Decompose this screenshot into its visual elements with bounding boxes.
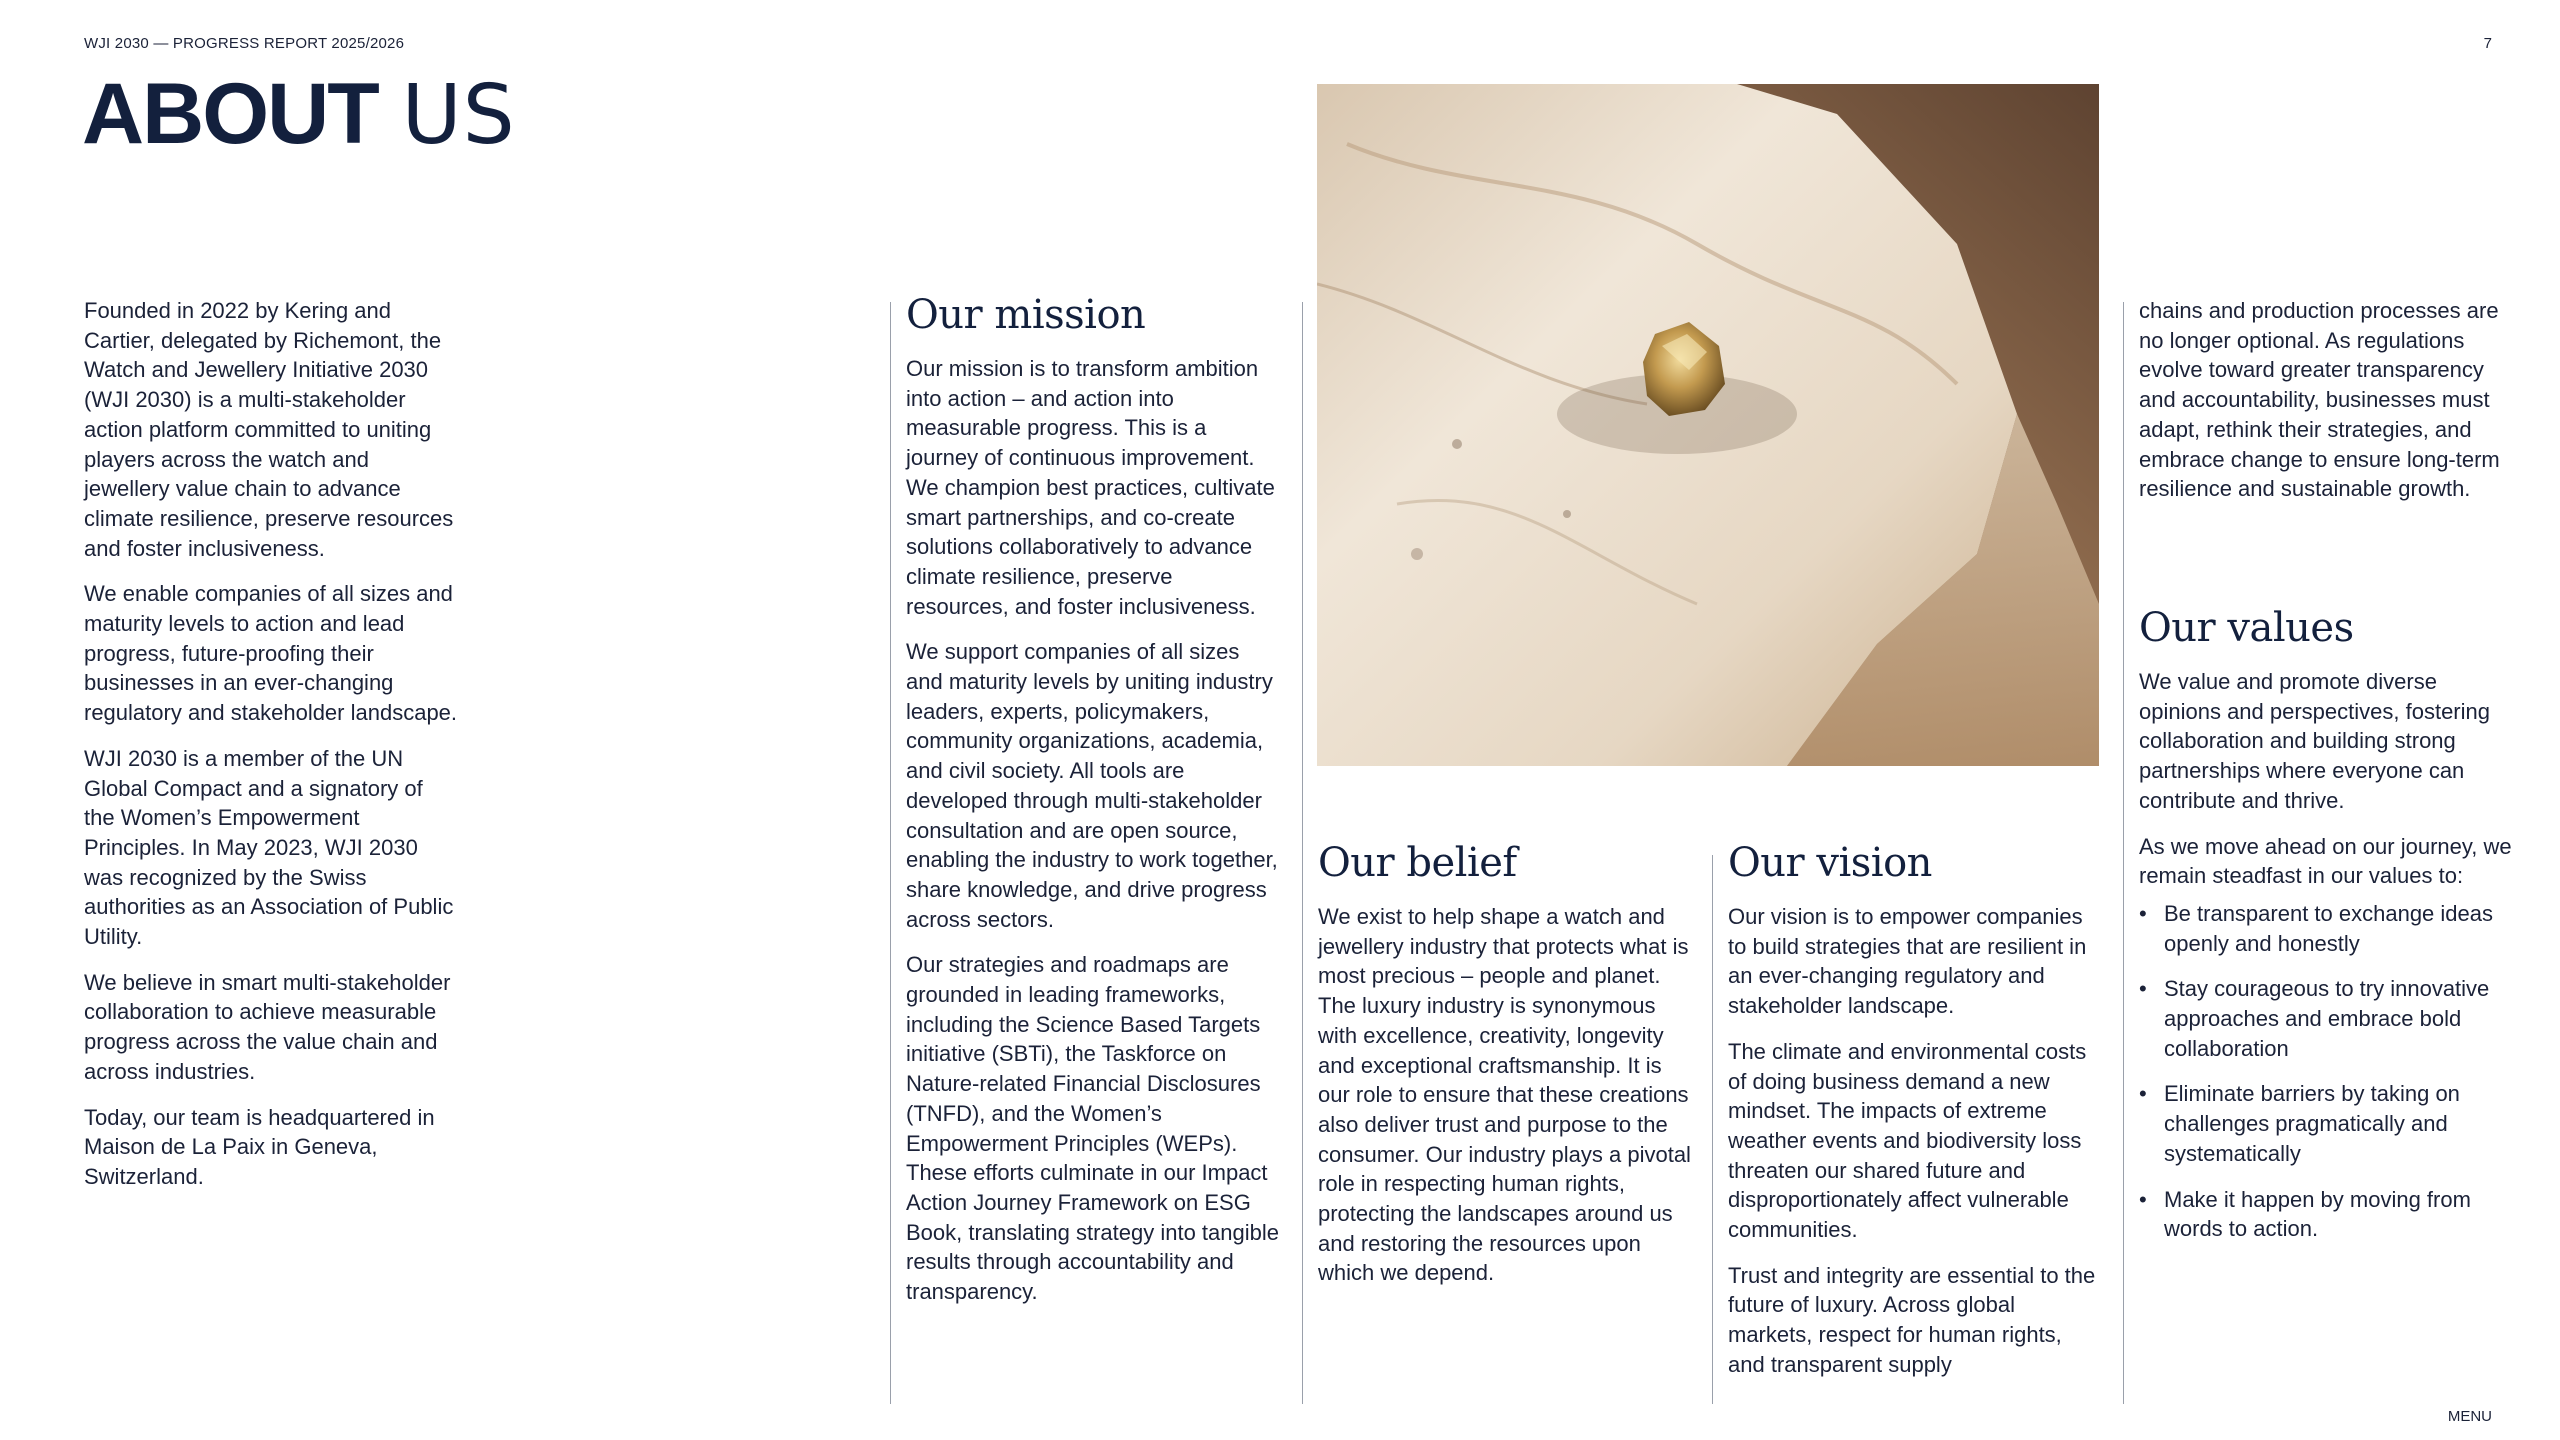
vision-heading: Our vision — [1728, 840, 1932, 886]
intro-paragraph: Today, our team is headquartered in Maison de La Paix in Geneva, Switzerland. — [84, 1104, 435, 1189]
page-title — [82, 64, 516, 166]
vision-paragraph: Our vision is to empower companies to build strategies that are resilient in an ever-changing regulatory and stakeholder landscape. — [1728, 904, 2087, 1019]
bullet-icon: • — [2139, 1081, 2147, 1107]
values-paragraph: As we move ahead on our journey, we remain steadfast in our values to: — [2139, 833, 2512, 889]
list-item-text: Stay courageous to try innovative approaches and embrace bold collaboration — [2164, 976, 2490, 1061]
mission-paragraph: Our strategies and roadmaps are grounded in leading frameworks, including the Science Based Targets initiative (SBTi), the Taskforce on Nature-related Financial Disclosures (TNFD), and the Women’s Empowerment Principles (WEPs). These efforts culminate in our Impact Action Journey Framework on ESG Book, translating strategy into tangible results through accountability and transparency. — [906, 952, 1280, 1305]
belief-paragraph: We exist to help shape a watch and jewellery industry that protects what is most precious – people and planet. The luxury industry is synonymous with excellence, creativity, longevity and exceptional craftsmanship. It is our role to ensure that these creations also deliver trust and purpose to the consumer. Our industry plays a pivotal role in respecting human rights, protecting the landscapes around us and restoring the resources upon which we depend. — [1318, 904, 1691, 1286]
belief-heading: Our belief — [1318, 840, 1517, 886]
list-item-text: Make it happen by moving from words to action. — [2164, 1186, 2471, 1242]
vision-section — [1728, 838, 2103, 1396]
intro-column — [84, 296, 459, 1208]
values-paragraph: We value and promote diverse opinions and perspectives, fostering collaboration and building strong partnerships where everyone can contribute and thrive. — [2139, 669, 2490, 813]
bullet-icon: • — [2139, 1186, 2147, 1212]
menu-link[interactable]: MENU — [2447, 1408, 2492, 1425]
values-heading: Our values — [2139, 605, 2354, 651]
running-header: WJI 2030 — PROGRESS REPORT 2025/2026 — [84, 35, 405, 52]
vision-paragraph: Trust and integrity are essential to the future of luxury. Across global markets, respect for human rights, and transparent supply — [1728, 1262, 2096, 1377]
page-title-light: US — [401, 68, 516, 163]
column-divider — [2123, 302, 2124, 1404]
belief-section — [1318, 838, 1693, 1304]
bullet-icon: • — [2139, 976, 2147, 1002]
list-item-text: Eliminate barriers by taking on challenges pragmatically and systematically — [2164, 1081, 2460, 1166]
mission-paragraph: We support companies of all sizes and maturity levels by uniting industry leaders, experts, policymakers, community organizations, academia, and civil society. All tools are developed through multi-stakeholder consultation and are open source, enabling the industry to work together, share knowledge, and drive progress across sectors. — [906, 639, 1278, 932]
vision-continued — [2139, 296, 2514, 520]
column-divider — [1302, 302, 1303, 1404]
list-item — [2139, 1079, 2514, 1168]
list-item-text: Be transparent to exchange ideas openly and honestly — [2164, 900, 2494, 956]
intro-paragraph: Founded in 2022 by Kering and Cartier, delegated by Richemont, the Watch and Jewellery Initiative 2030 (WJI 2030) is a multi-stakeholder action platform committed to uniting players across the watch and jewellery value chain to advance climate resilience, preserve resources and foster inclusiveness. — [84, 298, 454, 561]
gold-nugget-photo — [1317, 84, 2099, 766]
intro-paragraph: We believe in smart multi-stakeholder collaboration to achieve measurable progress across the value chain and across industries. — [84, 969, 451, 1084]
list-item — [2139, 1185, 2514, 1244]
bullet-icon: • — [2139, 900, 2147, 926]
column-divider — [1712, 855, 1713, 1404]
page-number: 7 — [2483, 35, 2492, 52]
mission-heading: Our mission — [906, 292, 1146, 338]
intro-paragraph: We enable companies of all sizes and maturity levels to action and lead progress, future-proofing their businesses in an ever-changing regulatory and stakeholder landscape. — [84, 581, 458, 726]
mission-section — [906, 290, 1281, 1323]
list-item — [2139, 974, 2514, 1063]
values-list — [2139, 899, 2514, 1244]
page-title-bold: ABOUT — [82, 66, 378, 162]
vision-paragraph: The climate and environmental costs of doing business demand a new mindset. The impacts of extreme weather events and biodiversity loss threaten our shared future and disproportionately affect vulnerable communities. — [1728, 1038, 2087, 1243]
mission-paragraph: Our mission is to transform ambition into action – and action into measurable progress. This is a journey of continuous improvement. We champion best practices, cultivate smart partnerships, and co-create solutions collaboratively to advance climate resilience, preserve resources, and foster inclusiveness. — [906, 356, 1275, 619]
vision-continued-paragraph: chains and production processes are no longer optional. As regulations evolve toward greater transparency and accountability, businesses must adapt, rethink their strategies, and embrace change to ensure long-term resilience and sustainable growth. — [2139, 298, 2500, 502]
list-item — [2139, 899, 2514, 958]
column-divider — [890, 302, 891, 1404]
intro-paragraph: WJI 2030 is a member of the UN Global Compact and a signatory of the Women’s Empowerment Principles. In May 2023, WJI 2030 was recognized by the Swiss authorities as an Association of Public Utility. — [84, 745, 454, 950]
values-section — [2139, 603, 2514, 1260]
